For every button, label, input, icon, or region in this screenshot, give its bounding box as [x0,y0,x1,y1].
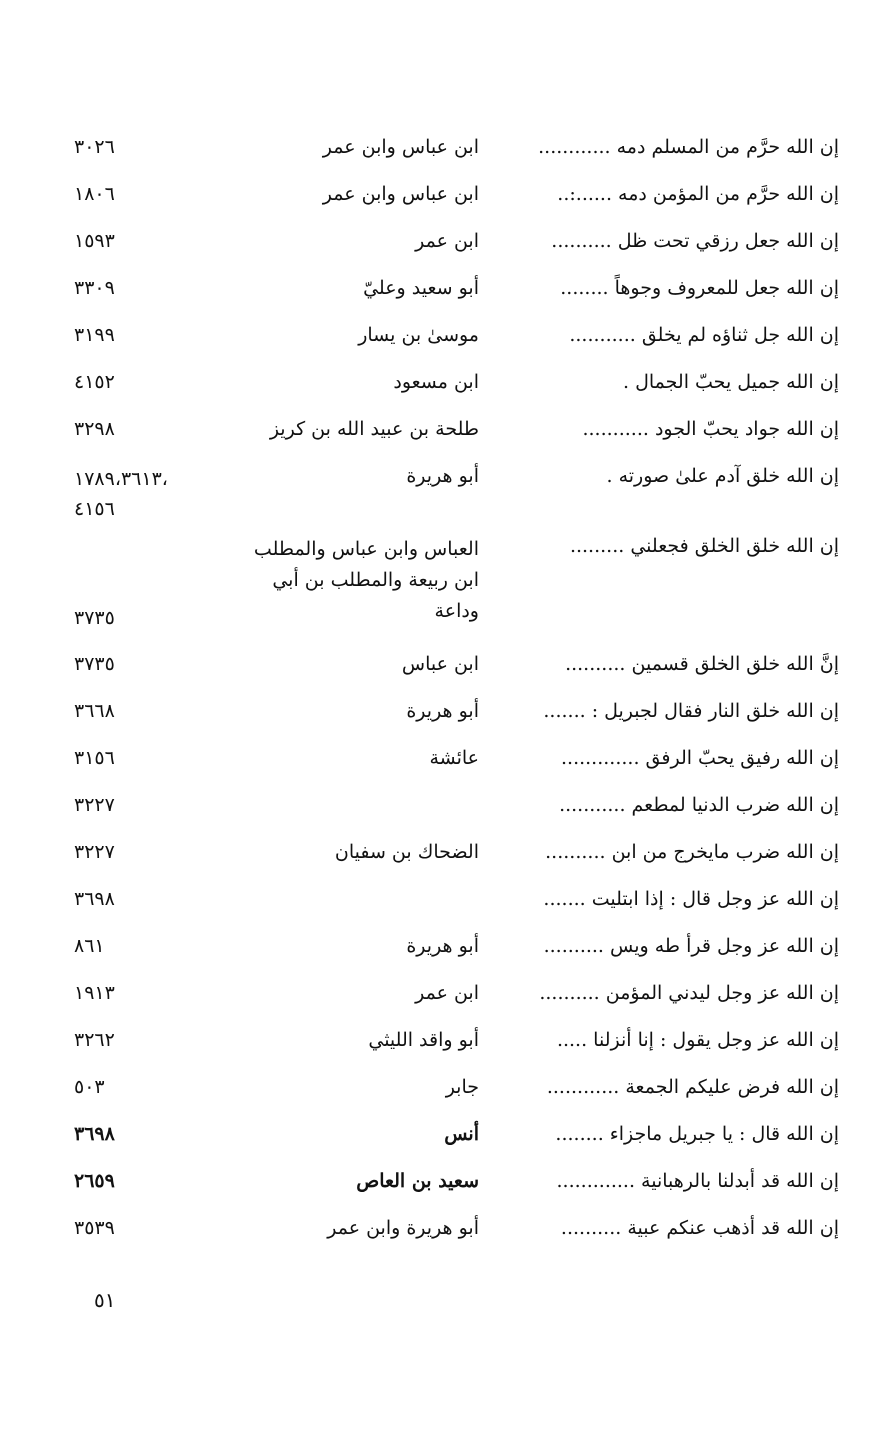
hadith-number: ٣٣٠٩ [74,277,115,299]
index-entry [0,315,891,362]
index-entry [0,1020,891,1067]
hadith-first-line: إن الله خلق النار فقال لجبريل : ....... [543,700,839,722]
hadith-first-line: إن الله حرَّم من المؤمن دمه ......:.. [557,183,839,205]
hadith-first-line: إن الله جعل للمعروف وجوهاً ........ [560,277,839,299]
index-entry [0,174,891,221]
index-entry [0,832,891,879]
index-entry [0,738,891,785]
narrator-name: أبو هريرة [406,935,479,957]
narrator-name: ابن عباس وابن عمر [322,136,479,158]
hadith-number: ٥٠٣ [74,1076,105,1098]
narrator-name: أبو هريرة [406,465,479,487]
hadith-first-line: إن الله جواد يحبّ الجود ........... [582,418,839,440]
index-entry [0,879,891,926]
index-entry [0,926,891,973]
hadith-first-line: إن الله قال : يا جبريل ماجزاء ........ [555,1123,839,1145]
narrator-name: أبو هريرة وابن عمر [327,1217,479,1239]
hadith-first-line: إن الله رفيق يحبّ الرفق ............. [560,747,839,769]
hadith-first-line: إن الله جل ثناؤه لم يخلق ........... [569,324,839,346]
hadith-number: ٣١٥٦ [74,747,115,769]
hadith-number: ٣٢٢٧ [74,794,115,816]
hadith-first-line: إن الله ضرب مايخرج من ابن .......... [545,841,839,863]
hadith-first-line: إن الله جعل رزقي تحت ظل .......... [551,230,839,252]
hadith-first-line: إن الله ضرب الدنيا لمطعم ........... [559,794,839,816]
narrator-name: طلحة بن عبيد الله بن كريز [269,418,479,440]
index-entry [0,362,891,409]
narrator-name: العباس وابن عباس والمطلب ابن ربيعة والمطلب بن أبي وداعة [253,538,479,622]
hadith-number: ٣٦٩٨ [74,888,115,910]
narrator-name: أبو سعيد وعليّ [363,277,479,299]
narrator-name: أنس [444,1123,479,1145]
index-entry [0,526,891,644]
narrator-name: جابر [445,1076,479,1098]
narrator-name: ابن مسعود [393,371,479,393]
hadith-first-line: إنَّ الله خلق الخلق قسمين .......... [565,653,839,675]
hadith-number: ٣٥٣٩ [74,1217,115,1239]
narrator-name: ابن عباس وابن عمر [322,183,479,205]
hadith-number: ٣٦٩٨ [74,1123,115,1145]
index-entry [0,1208,891,1255]
hadith-first-line: إن الله عز وجل قرأ طه ويس .......... [543,935,839,957]
index-entry [0,973,891,1020]
hadith-number: ١٥٩٣ [74,230,115,252]
narrator-name: ابن عمر [415,982,479,1004]
index-entry [0,644,891,691]
hadith-number: ٣١٩٩ [74,324,115,346]
index-entry [0,1067,891,1114]
index-entry [0,785,891,832]
index-entry [0,221,891,268]
narrator-name: ابن عمر [415,230,479,252]
hadith-number: ٣٦٦٨ [74,700,115,722]
hadith-number: ٣٧٣٥ [74,607,115,629]
hadith-number: ١٩١٣ [74,982,115,1004]
narrator-name: ابن عباس [401,653,479,675]
hadith-number: ٣٠٢٦ [74,136,115,158]
hadith-number: ٣٧٣٥ [74,653,115,675]
index-entry [0,456,891,526]
narrator-name: أبو هريرة [406,700,479,722]
index-entry [0,409,891,456]
hadith-first-line: إن الله خلق آدم علىٰ صورته . [606,465,839,487]
hadith-first-line: إن الله قد أذهب عنكم عبية .......... [560,1217,839,1239]
page-number: ٥١ [94,1288,116,1312]
hadith-first-line: إن الله فرض عليكم الجمعة ............ [546,1076,839,1098]
hadith-number: ٣٢٩٨ [74,418,115,440]
hadith-first-line: إن الله عز وجل قال : إذا ابتليت ....... [543,888,839,910]
hadith-number: ٤١٥٢ [74,371,115,393]
hadith-number: ٢٦٥٩ [74,1170,115,1192]
hadith-first-line: إن الله حرَّم من المسلم دمه ............ [538,136,839,158]
hadith-number: ١٧٨٩،٣٦١٣، ٤١٥٦ [74,468,168,520]
index-entry [0,1161,891,1208]
index-entry [0,691,891,738]
hadith-index-list [0,127,891,1255]
hadith-first-line: إن الله قد أبدلنا بالرهبانية ............. [556,1170,839,1192]
narrator-name: أبو واقد الليثي [368,1029,479,1051]
hadith-number: ٨٦١ [74,935,105,957]
narrator-name: موسىٰ بن يسار [358,324,479,346]
index-entry [0,127,891,174]
hadith-first-line: إن الله عز وجل يقول : إنا أنزلنا ..... [556,1029,839,1051]
hadith-number: ١٨٠٦ [74,183,115,205]
hadith-first-line: إن الله جميل يحبّ الجمال . [623,371,839,393]
hadith-number: ٣٢٢٧ [74,841,115,863]
index-entry [0,1114,891,1161]
narrator-name: الضحاك بن سفيان [334,841,479,863]
narrator-name: عائشة [429,747,479,769]
hadith-first-line: إن الله عز وجل ليدني المؤمن .......... [539,982,839,1004]
narrator-name: سعيد بن العاص [356,1170,479,1192]
hadith-first-line: إن الله خلق الخلق فجعلني ......... [569,535,839,557]
index-entry [0,268,891,315]
hadith-number: ٣٢٦٢ [74,1029,115,1051]
